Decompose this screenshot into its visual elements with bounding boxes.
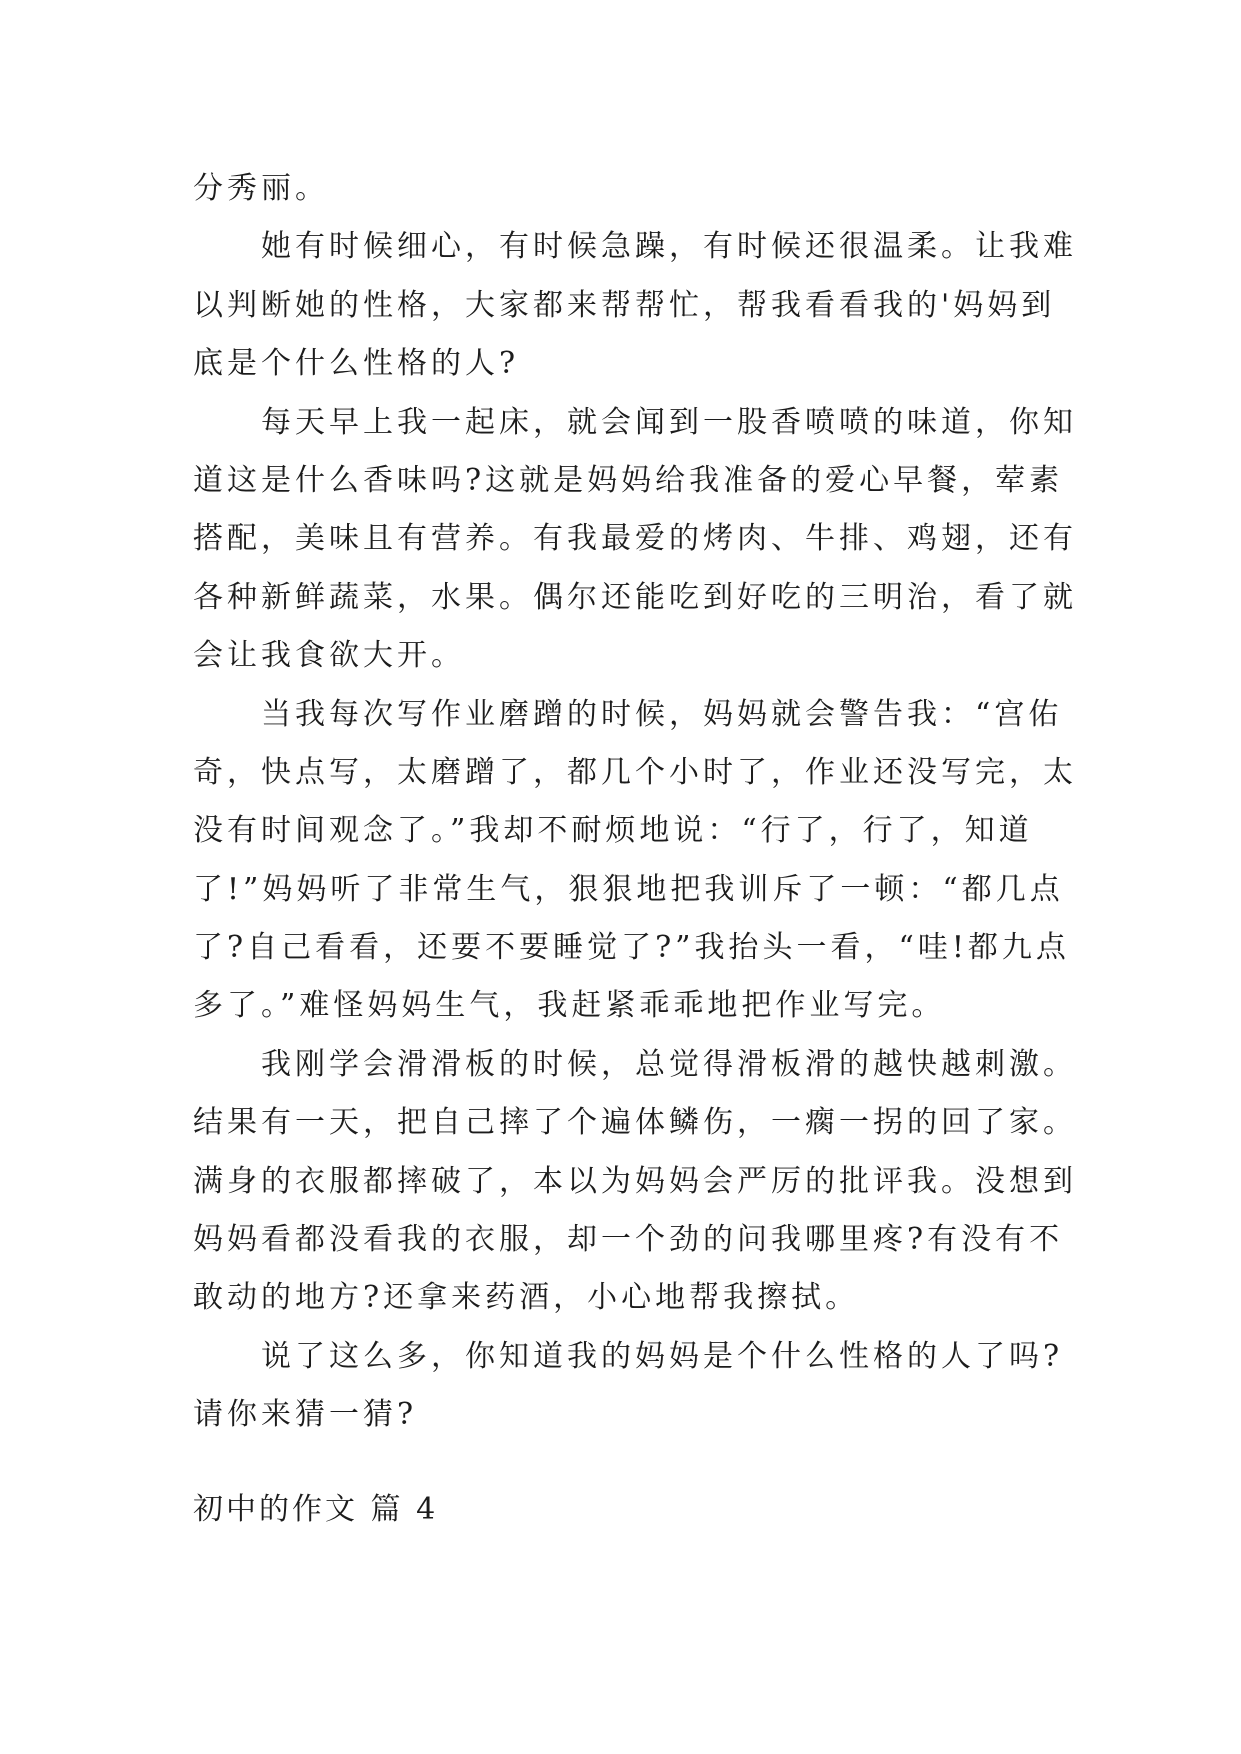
text-line: 了?自己看看，还要不要睡觉了?”我抬头一看，“哇!都九点 bbox=[193, 930, 1070, 966]
text-line: 每天早上我一起床，就会闻到一股香喷喷的味道，你知 bbox=[261, 404, 1077, 440]
text-line: 各种新鲜蔬菜，水果。偶尔还能吃到好吃的三明治，看了就 bbox=[193, 579, 1077, 615]
text-line: 我刚学会滑滑板的时候，总觉得滑板滑的越快越刺激。 bbox=[261, 1046, 1077, 1082]
text-line: 了!”妈妈听了非常生气，狠狠地把我训斥了一顿：“都几点 bbox=[193, 871, 1064, 907]
text-line: 会让我食欲大开。 bbox=[193, 638, 465, 674]
text-line: 敢动的地方?还拿来药酒，小心地帮我擦拭。 bbox=[193, 1280, 860, 1316]
text-line: 妈妈看都没看我的衣服，却一个劲的问我哪里疼?有没有不 bbox=[193, 1222, 1064, 1258]
text-line: 满身的衣服都摔破了，本以为妈妈会严厉的批评我。没想到 bbox=[193, 1163, 1077, 1199]
text-line: 道这是什么香味吗?这就是妈妈给我准备的爱心早餐，荤素 bbox=[193, 462, 1064, 498]
text-line: 搭配，美味且有营养。有我最爱的烤肉、牛排、鸡翅，还有 bbox=[193, 521, 1077, 557]
text-line: 多了。”难怪妈妈生气，我赶紧乖乖地把作业写完。 bbox=[193, 988, 946, 1024]
section-heading: 初中的作文 篇 4 bbox=[193, 1492, 439, 1527]
text-line: 以判断她的性格，大家都来帮帮忙，帮我看看我的'妈妈到 bbox=[193, 287, 1056, 323]
text-line: 底是个什么性格的人? bbox=[193, 346, 520, 382]
text-line: 当我每次写作业磨蹭的时候，妈妈就会警告我：“宫佑 bbox=[261, 696, 1063, 732]
text-line: 没有时间观念了。”我却不耐烦地说：“行了，行了，知道 bbox=[193, 813, 1033, 849]
text-line: 她有时候细心，有时候急躁，有时候还很温柔。让我难 bbox=[261, 229, 1077, 265]
text-line: 奇，快点写，太磨蹭了，都几个小时了，作业还没写完，太 bbox=[193, 754, 1077, 790]
text-line: 说了这么多，你知道我的妈妈是个什么性格的人了吗? bbox=[261, 1338, 1064, 1374]
essay-body bbox=[193, 160, 1077, 1445]
text-line: 请你来猜一猜? bbox=[193, 1397, 418, 1433]
text-line: 分秀丽。 bbox=[193, 171, 329, 206]
text-line: 结果有一天，把自己摔了个遍体鳞伤，一瘸一拐的回了家。 bbox=[193, 1105, 1077, 1141]
